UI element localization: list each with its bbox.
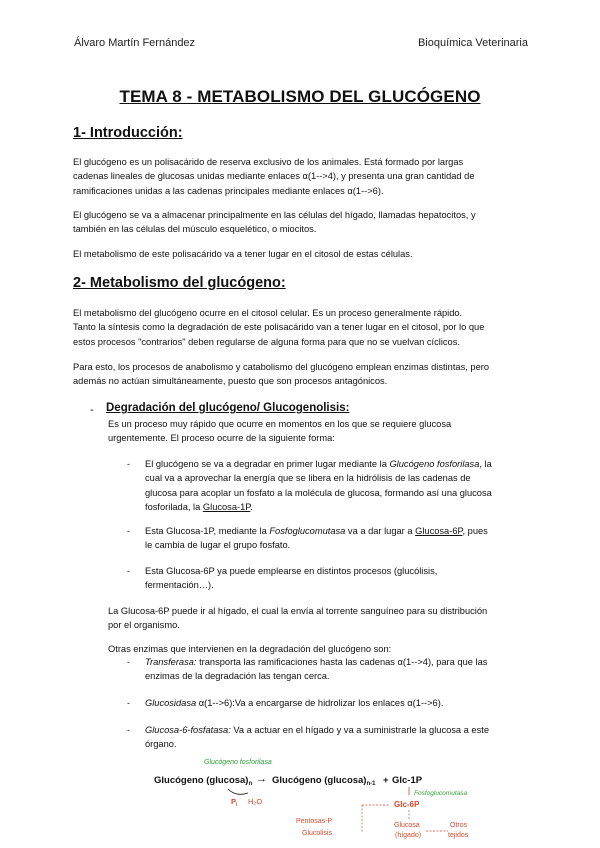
bullet-marker: - — [127, 725, 130, 735]
otros-label: Otros — [450, 822, 468, 829]
paragraph-degradation-intro — [108, 417, 528, 446]
tejidos-label: tejidos — [448, 832, 469, 839]
bullet-item-glucosa6p — [145, 564, 530, 593]
bullet-item-fosfoglucomutasa — [145, 524, 530, 553]
text-line: cadenas lineales de glucosas unidas mediante enlaces α(1-->4), y presenta una gran cantidad de — [73, 171, 475, 182]
paragraph-intro-1 — [73, 155, 533, 198]
glucolisis-label: Glucolisis — [302, 830, 332, 837]
text-line: por el organismo. — [108, 620, 180, 631]
subsection-dash: - — [90, 404, 94, 416]
text-line: Para esto, los procesos de anabolismo y catabolismo del glucógeno emplean enzimas distintas, pero — [73, 362, 490, 372]
enzyme-name: Glucosidasa — [145, 698, 197, 708]
text-line — [145, 500, 530, 514]
molecule-name: Glucosa-6P — [415, 526, 463, 536]
text-line: ramificaciones unidas a las cadenas principales mediante enlaces α(1-->6). — [73, 185, 384, 196]
text-line: órgano. — [145, 739, 177, 750]
text-run: va a dar lugar a — [345, 526, 416, 536]
enzyme-label-fosfoglucomutasa: Fosfoglucomutasa — [414, 790, 468, 797]
text-line — [145, 524, 530, 538]
text-line — [145, 457, 530, 471]
bullet-marker: - — [127, 657, 130, 667]
text-line: El glucógeno se va a almacenar principalmente en las células del hígado, llamadas hepatocitos, y — [73, 210, 476, 220]
text-line: enzimas de la degradación las tengan cerca. — [145, 671, 330, 682]
substrate-label: Glucógeno $(glucosa)_n$ — [154, 775, 253, 787]
enzyme-name: Transferasa: — [145, 657, 197, 667]
page-title: TEMA 8 - METABOLISMO DEL GLUCÓGENO — [119, 87, 481, 106]
enzyme-name: Fosfoglucomutasa — [269, 526, 346, 536]
text-run: fosforilada, la — [145, 501, 203, 512]
paragraph-intro-3 — [73, 247, 533, 261]
paragraph-intro-2 — [73, 208, 533, 237]
text-line: Otras enzimas que intervienen en la degradación del glucógeno son: — [108, 644, 392, 654]
header-author: Álvaro Martín Fernández — [74, 37, 196, 49]
glc6p-label: Glc-6P — [394, 800, 420, 809]
higado-label: (hígado) — [395, 832, 422, 839]
bullet-marker: - — [127, 459, 130, 469]
bullet-marker: - — [127, 526, 130, 536]
enzyme-name: Glucógeno fosforilasa — [389, 459, 480, 469]
text-run: El glucógeno se va a degradar en primer lugar mediante la — [145, 459, 390, 469]
cofactor-arc — [228, 789, 248, 794]
text-line: le cambia de lugar el grupo fosfato. — [145, 540, 291, 551]
text-line: fermentación…). — [145, 580, 214, 591]
text-line: El metabolismo de este polisacárido va a tener lugar en el citosol de estas células. — [73, 249, 413, 259]
bullet-marker: - — [127, 698, 130, 708]
text-run: , la — [479, 459, 492, 469]
pentosas-label: Pentosas-P — [296, 818, 333, 825]
header-subject: Bioquímica Veterinaria — [417, 37, 528, 49]
enzyme-label-fosforilasa: Glucógeno fosforilasa — [204, 759, 272, 766]
text-line: Esta Glucosa-6P ya puede emplearse en distintos procesos (glucólisis, — [145, 566, 438, 576]
enzyme-item-glucosa6fosfatasa — [145, 723, 530, 752]
enzyme-item-transferasa — [145, 655, 530, 684]
plus-sign: + — [383, 775, 389, 786]
product-label: Glucógeno $(glucosa)_{n-1}$ — [272, 775, 376, 787]
text-line: El glucógeno es un polisacárido de reserva exclusivo de los animales. Está formado por largas — [73, 157, 464, 167]
h2o-label: H₂O — [248, 797, 263, 806]
paragraph-metabolism-1 — [73, 306, 533, 349]
text-line: además no actúan simultáneamente, puesto que son procesos antagónicos. — [73, 376, 388, 387]
pi-label: $P_i$ — [231, 797, 238, 808]
text-line: Es un proceso muy rápido que ocurre en momentos en los que se requiere glucosa — [108, 419, 452, 429]
text-run: . — [250, 501, 253, 512]
glucosa-label: Glucosa — [394, 822, 420, 829]
glycogenolysis-diagram — [144, 753, 469, 848]
reaction-arrow-icon: → — [256, 773, 267, 785]
enzyme-item-glucosidasa — [145, 696, 530, 710]
text-line: El metabolismo del glucógeno ocurre en el citosol celular. Es un proceso generalmente rápido. — [73, 308, 463, 318]
text-line: también en las células del músculo esquelético, o miocitos. — [73, 224, 317, 235]
paragraph-glucosa6p — [108, 604, 528, 633]
text-line: glucosa para acoplar un fosfato a la molécula de glucosa, formando así una glucosa — [145, 487, 492, 498]
text-run: Va a actuar en el hígado y va a suministrarle la glucosa a este — [230, 725, 490, 735]
text-run: α(1-->6):Va a encargarse de hidrolizar los enlaces α(1-->6). — [196, 698, 444, 708]
text-run: , pues — [462, 526, 488, 536]
bullet-marker: - — [127, 566, 130, 576]
text-line — [145, 723, 530, 737]
glc1p-label: Glc-1P — [392, 775, 423, 786]
text-line: estos procesos "contrarios" deben regularse de alguna forma para que no se vuelvan cíclicos. — [73, 336, 460, 347]
text-line: cual va a aprovechar la energía que se libera en la hidrólisis de las cadenas de — [145, 473, 471, 484]
text-line: Tanto la síntesis como la degradación de este polisacárido van a tener lugar en el citosol, por lo que — [73, 322, 485, 333]
molecule-name: Glucosa-1P — [202, 501, 251, 512]
bullet-item-fosforilasa — [145, 457, 530, 514]
text-line: urgentemente. El proceso ocurre de la siguiente forma: — [108, 433, 335, 444]
text-line — [145, 655, 530, 669]
text-run: transporta las ramificaciones hasta las cadenas α(1-->4), para que las — [196, 657, 488, 667]
text-line: La Glucosa-6P puede ir al hígado, el cual la envía al torrente sanguíneo para su distribución — [108, 606, 488, 616]
paragraph-metabolism-2 — [73, 360, 533, 389]
enzyme-name: Glucosa-6-fosfatasa: — [145, 725, 231, 735]
text-run: Esta Glucosa-1P, mediante la — [145, 526, 270, 536]
subsection-heading-degradation: Degradación del glucógeno/ Glucogenolisis: — [106, 402, 350, 414]
section-heading-intro: 1- Introducción: — [73, 125, 183, 141]
text-line — [145, 696, 530, 710]
section-heading-metabolism: 2- Metabolismo del glucógeno: — [73, 275, 286, 291]
